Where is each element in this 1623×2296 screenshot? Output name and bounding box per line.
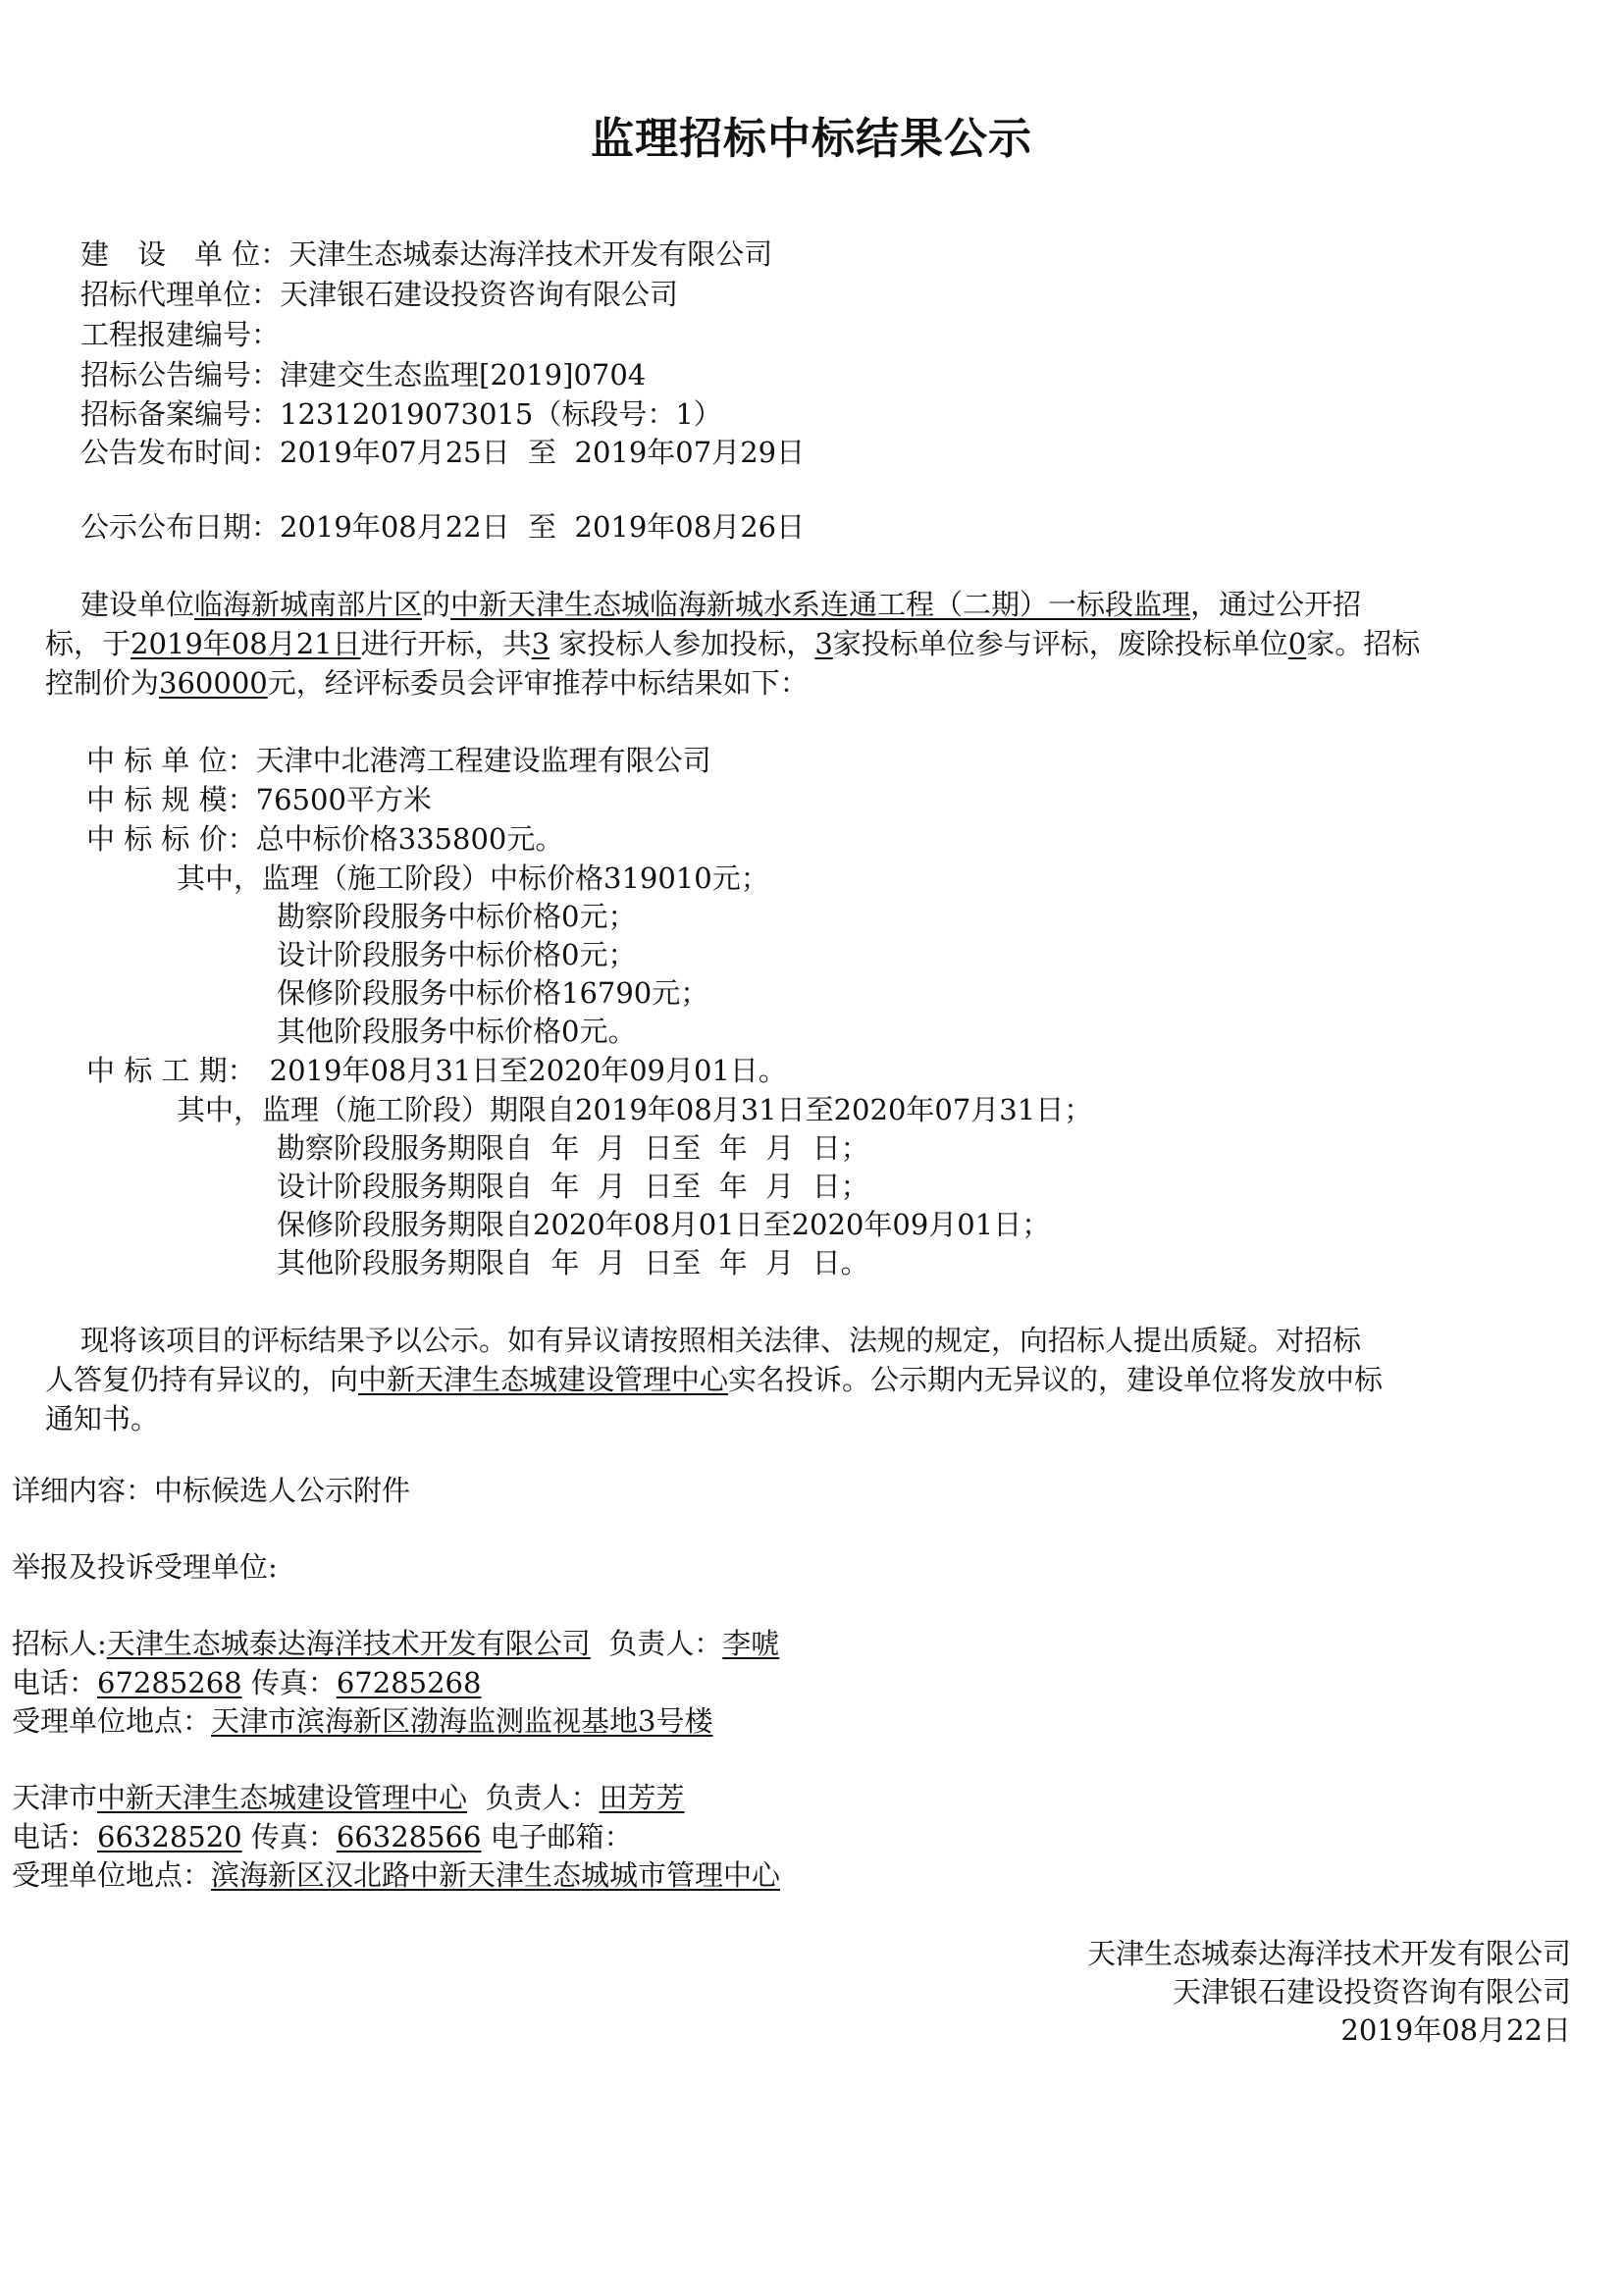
- contact2-prefix: 天津市: [12, 1781, 98, 1814]
- scale-row: [86, 781, 432, 818]
- contact1-fax: 67285268: [336, 1666, 482, 1699]
- notice-no-row: [80, 356, 646, 393]
- contact2-org: 中新天津生态城建设管理中心: [97, 1781, 468, 1814]
- notice-text: 实名投诉。公示期内无异议的，建设单位将发放中标: [728, 1363, 1384, 1396]
- intro-text: 标，于: [45, 627, 131, 660]
- announce-date-row: [80, 508, 805, 546]
- notice-no-value: 津建交生态监理[2019]0704: [280, 358, 647, 391]
- contact1-phone: 67285268: [97, 1666, 242, 1699]
- period-label: 中 标 工 期：: [86, 1054, 256, 1087]
- complaint-authority: 中新天津生态城建设管理中心: [358, 1363, 729, 1396]
- signature-org1: 天津生态城泰达海洋技术开发有限公司: [1086, 1937, 1571, 1970]
- contact1-org-row: [12, 1625, 779, 1662]
- agent-row: [80, 276, 678, 313]
- notice-line-2: [45, 1360, 1576, 1399]
- price-item: 其他阶段服务中标价格0元。: [277, 1015, 637, 1048]
- notice-paragraph: [45, 1321, 1576, 1438]
- intro-text: 控制价为: [45, 666, 160, 700]
- owner-label: 建 设 单 位：: [80, 237, 289, 271]
- contact2-addr: 滨海新区汉北路中新天津生态城城市管理中心: [211, 1858, 781, 1892]
- publish-time-row: [80, 434, 805, 471]
- project-no-label: 工程报建编号：: [80, 318, 281, 351]
- price-total: 总中标价格335800元。: [255, 822, 564, 856]
- record-no-row: [80, 395, 722, 433]
- project-location: 临海新城南部片区: [194, 588, 423, 621]
- intro-text: 的: [422, 588, 451, 621]
- contact1-addr-row: [12, 1702, 712, 1740]
- price-item: 保修阶段服务中标价格16790元；: [277, 976, 709, 1010]
- contact1-phone-row: [12, 1664, 481, 1701]
- contact2-addr-row: [12, 1856, 780, 1894]
- price-item: 其中，监理（施工阶段）中标价格319010元；: [177, 861, 769, 895]
- period-total: 2019年08月31日至2020年09月01日。: [269, 1054, 787, 1087]
- complaint-title: 举报及投诉受理单位:: [12, 1550, 278, 1584]
- details-line: 详细内容：中标候选人公示附件: [12, 1474, 411, 1507]
- notice-no-label: 招标公告编号：: [80, 358, 281, 391]
- price-label: 中 标 标 价：: [86, 822, 256, 856]
- record-no-value: 12312019073015（标段号：1）: [280, 397, 722, 431]
- publish-time-label: 公告发布时间：: [80, 436, 281, 469]
- intro-line-2: [45, 624, 1576, 663]
- owner-value: 天津生态城泰达海洋技术开发有限公司: [288, 237, 773, 271]
- contact1-org: 天津生态城泰达海洋技术开发有限公司: [106, 1627, 591, 1660]
- agent-label: 招标代理单位：: [80, 278, 281, 311]
- period-item: 保修阶段服务期限自2020年08月01日至2020年09月01日；: [277, 1208, 1051, 1241]
- price-item: 设计阶段服务中标价格0元；: [277, 938, 637, 971]
- intro-line-3: [45, 663, 1576, 703]
- announce-date-value: 2019年08月22日 至 2019年08月26日: [280, 510, 806, 544]
- period-item: 其他阶段服务期限自 年 月 日至 年 月 日。: [277, 1246, 869, 1279]
- contact2-person: 田芳芳: [599, 1781, 685, 1814]
- announce-date-label: 公示公布日期：: [80, 510, 281, 544]
- intro-paragraph: [45, 585, 1576, 703]
- intro-text: 元，经评标委员会评审推荐中标结果如下：: [267, 666, 809, 700]
- price-item: 勘察阶段服务中标价格0元；: [277, 900, 637, 933]
- winner-label: 中 标 单 位：: [86, 744, 256, 777]
- contact2-addr-label: 受理单位地点：: [12, 1858, 212, 1892]
- control-price: 360000: [159, 666, 268, 700]
- contact1-label: 招标人:: [12, 1627, 107, 1660]
- owner-row: [80, 235, 772, 273]
- winner-row: [86, 742, 711, 779]
- contact1-addr: 天津市滨海新区渤海监测监视基地3号楼: [211, 1704, 713, 1738]
- period-row: [86, 1052, 787, 1089]
- period-item: 勘察阶段服务期限自 年 月 日至 年 月 日；: [277, 1131, 869, 1165]
- open-date: 2019年08月21日: [131, 627, 361, 660]
- period-item: 其中，监理（施工阶段）期限自2019年08月31日至2020年07月31日；: [177, 1093, 1093, 1126]
- project-name: 中新天津生态城临海新城水系连通工程（二期）一标段监理: [450, 588, 1191, 621]
- contact1-fax-label: 传真：: [241, 1666, 337, 1699]
- signature-org2: 天津银石建设投资咨询有限公司: [1172, 1975, 1571, 2009]
- publish-time-value: 2019年07月25日 至 2019年07月29日: [280, 436, 806, 469]
- intro-text: ，通过公开招: [1190, 588, 1362, 621]
- intro-text: 家投标人参加投标，: [550, 627, 815, 660]
- evaluated-count: 3: [814, 627, 833, 660]
- notice-line-1: 现将该项目的评标结果予以公示。如有异议请按照相关法律、法规的规定，向招标人提出质疑。对招标: [80, 1324, 1362, 1357]
- contact1-person: 李唬: [722, 1627, 780, 1660]
- winner-value: 天津中北港湾工程建设监理有限公司: [255, 744, 711, 777]
- notice-text: 人答复仍持有异议的，向: [45, 1363, 359, 1396]
- record-no-label: 招标备案编号：: [80, 397, 281, 431]
- price-row: [86, 820, 563, 858]
- contact2-phone-row: [12, 1818, 633, 1855]
- intro-text: 家。招标: [1306, 627, 1421, 660]
- intro-text: 进行开标，共: [360, 627, 532, 660]
- scale-value: 76500平方米: [255, 783, 432, 816]
- agent-value: 天津银石建设投资咨询有限公司: [280, 278, 679, 311]
- period-item: 设计阶段服务期限自 年 月 日至 年 月 日；: [277, 1170, 869, 1203]
- notice-line-3: 通知书。: [45, 1402, 160, 1435]
- contact1-person-label: 负责人：: [590, 1627, 723, 1660]
- intro-line-1: [45, 585, 1576, 624]
- intro-text: 建设单位: [80, 588, 195, 621]
- contact1-phone-label: 电话：: [12, 1666, 98, 1699]
- contact2-org-row: [12, 1779, 684, 1816]
- scale-label: 中 标 规 模：: [86, 783, 256, 816]
- contact2-fax-label: 传真：: [241, 1820, 337, 1853]
- project-no-row: [80, 316, 280, 353]
- page-title: 监理招标中标结果公示: [591, 114, 1032, 164]
- signature-date: 2019年08月22日: [1340, 2013, 1571, 2047]
- contact2-email-label: 电子邮箱：: [481, 1820, 633, 1853]
- contact2-phone: 66328520: [97, 1820, 242, 1853]
- bidder-count: 3: [531, 627, 550, 660]
- intro-text: 家投标单位参与评标，废除投标单位: [832, 627, 1288, 660]
- contact1-addr-label: 受理单位地点：: [12, 1704, 212, 1738]
- contact2-phone-label: 电话：: [12, 1820, 98, 1853]
- contact2-fax: 66328566: [336, 1820, 482, 1853]
- contact2-person-label: 负责人：: [467, 1781, 600, 1814]
- rejected-count: 0: [1287, 627, 1307, 660]
